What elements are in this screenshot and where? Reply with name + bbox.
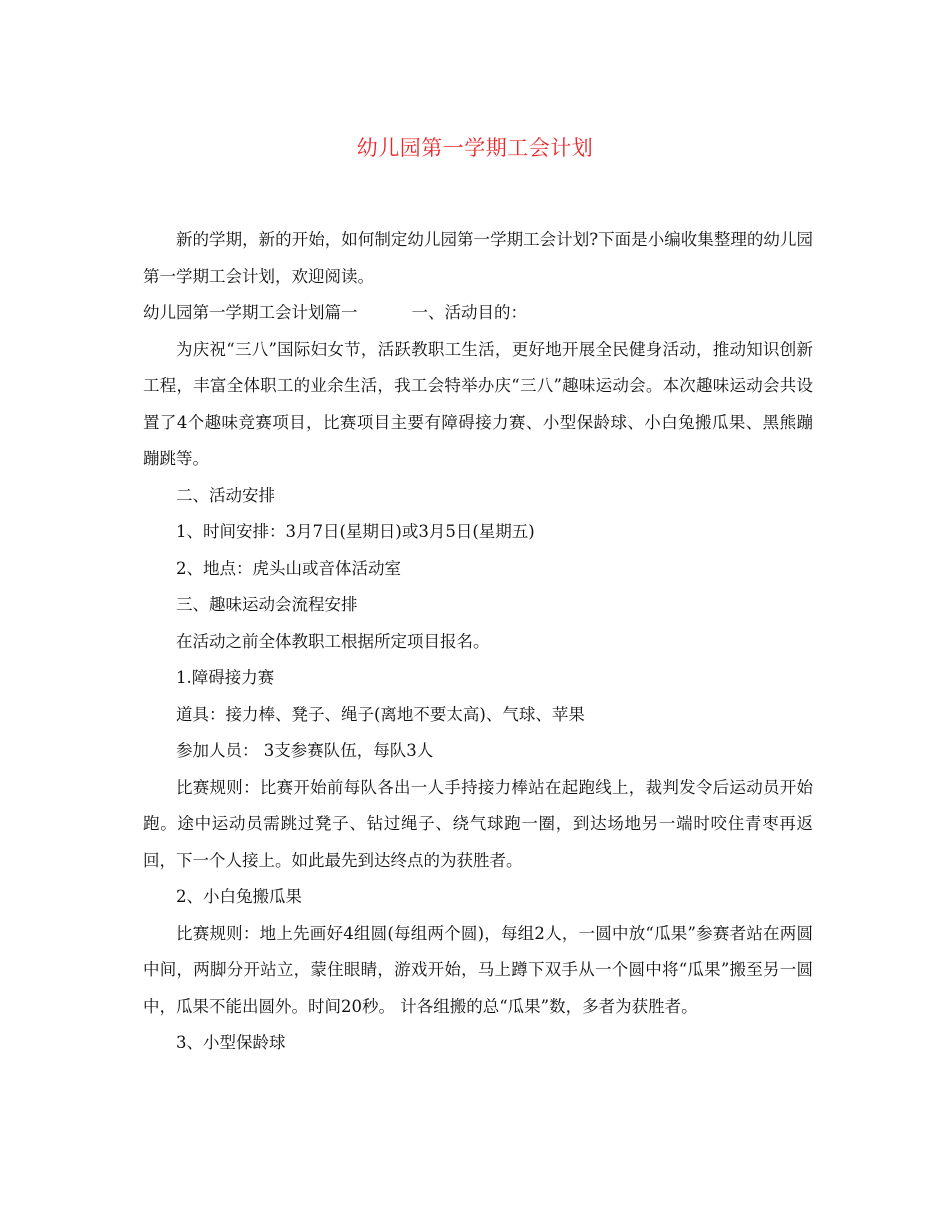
event1-props: 道具：接力棒、凳子、绳子(离地不要太高)、气球、苹果	[176, 704, 585, 724]
section-title: 幼儿园第一学期工会计划篇一	[143, 303, 358, 322]
page-title: 幼儿园第一学期工会计划	[356, 136, 594, 160]
event1-people: 参加人员： 3支参赛队伍，每队3人	[176, 741, 434, 760]
event1-rules: 比赛规则：比赛开始前每队各出一人手持接力棒站在起跑线上，裁判发令后运动员开始跑。途中运动员需跳过凳子、钻过绳子、绕气球跑一圈，到达场地另一端时咬住青枣再返回，下一个人接上。如此最先到达终点的为获胜者。	[143, 777, 813, 870]
intro-paragraph: 新的学期，新的开始，如何制定幼儿园第一学期工会计划?下面是小编收集整理的幼儿园第一学期工会计划，欢迎阅读。	[143, 230, 813, 286]
place-line: 2、地点：虎头山或音体活动室	[176, 558, 401, 578]
time-line: 1、时间安排：3月7日(星期日)或3月5日(星期五)	[176, 522, 535, 541]
arrangement-heading: 二、活动安排	[176, 485, 275, 505]
event3-title: 3、小型保龄球	[176, 1033, 286, 1052]
flow-heading: 三、趣味运动会流程安排	[176, 595, 358, 614]
event1-title: 1.障碍接力赛	[176, 668, 275, 687]
signup-line: 在活动之前全体教职工根据所定项目报名。	[176, 631, 490, 651]
purpose-paragraph: 为庆祝“三八”国际妇女节，活跃教职工生活，更好地开展全民健身活动，推动知识创新工程，丰富全体职工的业余生活，我工会特举办庆“三八”趣味运动会。本次趣味运动会共设置了4个趣味竞赛项目，比赛项目主要有障碍接力赛、小型保龄球、小白兔搬瓜果、黑熊蹦蹦跳等。	[143, 339, 813, 468]
event2-rules: 比赛规则：地上先画好4组圆(每组两个圆)，每组2人，一圆中放“瓜果”参赛者站在两圆中间，两脚分开站立，蒙住眼睛，游戏开始，马上蹲下双手从一个圆中将“瓜果”搬至另一圆中，瓜果不能出圆外。时间20秒。 计各组搬的总“瓜果”数，多者为获胜者。	[143, 923, 813, 1016]
event2-title: 2、小白兔搬瓜果	[176, 887, 302, 906]
purpose-heading: 一、活动目的：	[411, 303, 527, 322]
section-heading-line	[143, 295, 813, 332]
document-body	[143, 222, 813, 1062]
